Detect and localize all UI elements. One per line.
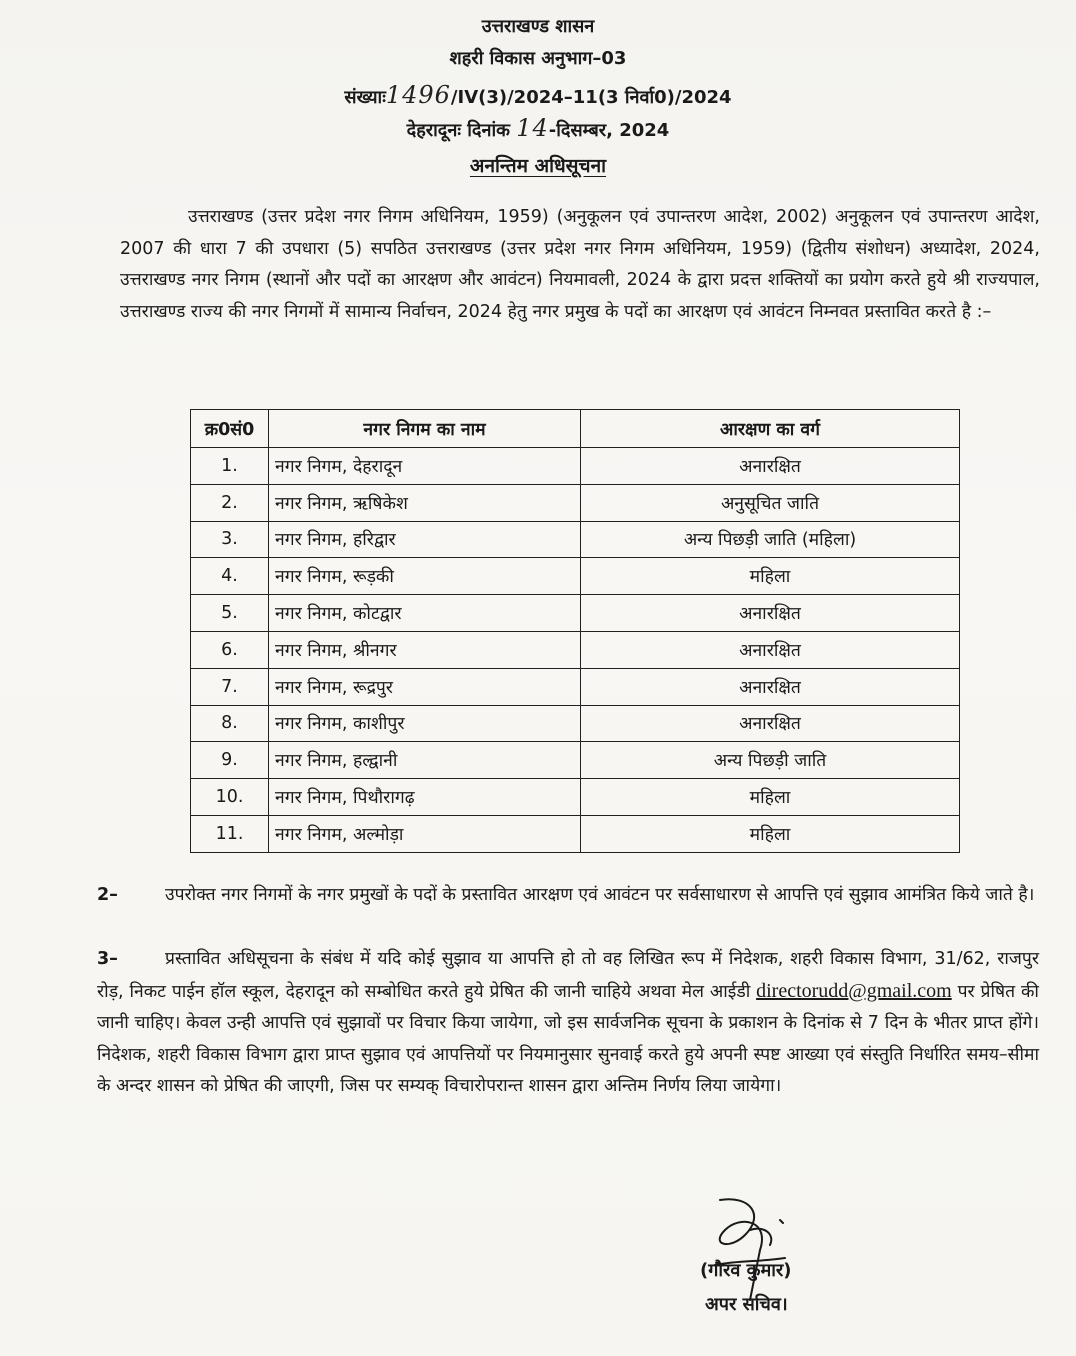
corporation-name-cell: नगर निगम, अल्मोड़ा (269, 815, 581, 852)
table-header-row (191, 410, 960, 448)
table-row (191, 742, 960, 779)
serial-cell: 9. (191, 742, 269, 779)
category-cell: अन्य पिछड़ी जाति (महिला) (581, 521, 960, 558)
serial-cell: 3. (191, 521, 269, 558)
corporation-name-cell: नगर निगम, श्रीनगर (269, 631, 581, 668)
category-cell: अनारक्षित (581, 705, 960, 742)
reference-number (0, 83, 1076, 107)
table-row (191, 558, 960, 595)
department-section: शहरी विकास अनुभाग–03 (449, 48, 627, 69)
document-title: अनन्तिम अधिसूचना (469, 155, 607, 177)
reference-prefix: संख्याः (344, 87, 386, 108)
category-cell: अनारक्षित (581, 668, 960, 705)
corporation-name-cell: नगर निगम, हरिद्वार (269, 521, 581, 558)
government-name: उत्तराखण्ड शासन (481, 16, 595, 37)
section-3-paragraph (97, 944, 1039, 1103)
serial-cell: 7. (191, 668, 269, 705)
category-cell: महिला (581, 815, 960, 852)
section-3-number: 3– (97, 949, 118, 969)
reference-suffix: /IV(3)/2024–11(3 निर्वा0)/2024 (450, 87, 732, 108)
table-row (191, 484, 960, 521)
category-cell: अनारक्षित (581, 631, 960, 668)
serial-cell: 10. (191, 779, 269, 816)
corporation-name-cell: नगर निगम, ऋषिकेश (269, 484, 581, 521)
date-prefix: देहरादूनः दिनांक (406, 120, 510, 141)
intro-paragraph: उत्तराखण्ड (उत्तर प्रदेश नगर निगम अधिनियम, 1959) (अनुकूलन एवं उपान्तरण आदेश, 2002) अनुकूलन एवं उपान्तरण आदेश, 2007 की धारा 7 की उपधारा (5) सपठित उत्तराखण्ड (उत्तर प्रदेश नगर निगम अधिनियम, 1959) (द्वितीय संशोधन) अध्यादेश, 2024, उत्तराखण्ड नगर निगम (स्थानों और पदों का आरक्षण और आवंटन) नियमावली, 2024 के द्वारा प्रदत्त शक्तियों का प्रयोग करते हुये श्री राज्यपाल, उत्तराखण्ड राज्य की नगर निगमों में सामान्य निर्वाचन, 2024 हेतु नगर प्रमुख के पदों का आरक्षण एवं आवंटन निम्नवत प्रस्तावित करते है :– (120, 207, 1040, 322)
table-row (191, 705, 960, 742)
table-row (191, 448, 960, 485)
category-cell: अनुसूचित जाति (581, 484, 960, 521)
corporation-name-cell: नगर निगम, हल्द्वानी (269, 742, 581, 779)
serial-cell: 4. (191, 558, 269, 595)
header-serial: क्र0सं0 (191, 410, 269, 448)
serial-cell: 1. (191, 448, 269, 485)
header-corporation-name: नगर निगम का नाम (269, 410, 581, 448)
table-row (191, 631, 960, 668)
category-cell: अनारक्षित (581, 448, 960, 485)
section-2-paragraph (97, 880, 1039, 912)
reference-handwritten-number: 1496 (385, 81, 451, 109)
section-2-number: 2– (97, 885, 118, 905)
corporation-name-cell: नगर निगम, कोटद्वार (269, 595, 581, 632)
section-3-text-before: प्रस्तावित अधिसूचना के संबंध में यदि कोई सुझाव या आपत्ति हो तो वह लिखित रूप में निदेशक, शहरी विकास विभाग, 31/62, राजपुर रोड़, निकट पाईन हॉल स्कूल, देहरादून को सम्बोधित करते हुये प्रेषित की जानी चाहिये अथवा मेल आईडी (97, 949, 1039, 1002)
table-row (191, 595, 960, 632)
reservation-table (190, 409, 960, 853)
serial-cell: 8. (191, 705, 269, 742)
date-handwritten-day: 14 (516, 114, 549, 142)
section-2-text: उपरोक्त नगर निगमों के नगर प्रमुखों के पदों के प्रस्तावित आरक्षण एवं आवंटन पर सर्वसाधारण से आपत्ति एवं सुझाव आमंत्रित किये जाते है। (165, 885, 1035, 905)
header-reservation-category: आरक्षण का वर्ग (581, 410, 960, 448)
signatory-name: (गौरव कुमार) (700, 1260, 792, 1281)
table-row (191, 668, 960, 705)
corporation-name-cell: नगर निगम, देहरादून (269, 448, 581, 485)
corporation-name-cell: नगर निगम, रूड़की (269, 558, 581, 595)
category-cell: अनारक्षित (581, 595, 960, 632)
corporation-name-cell: नगर निगम, पिथौरागढ़ (269, 779, 581, 816)
corporation-name-cell: नगर निगम, काशीपुर (269, 705, 581, 742)
section-3-text-after: पर प्रेषित की जानी चाहिए। केवल उन्ही आपत्ति एवं सुझावों पर विचार किया जायेगा, जो इस सार्वजनिक सूचना के प्रकाशन के दिनांक से 7 दिन के भीतर प्राप्त होंगे। निदेशक, शहरी विकास विभाग द्वारा प्राप्त सुझाव एवं आपत्तियों पर नियमानुसार सुनवाई करते हुये अपनी स्पष्ट आख्या एवं संस्तुति निर्धारित समय–सीमा के अन्दर शासन को प्रेषित की जाएगी, जिस पर सम्यक् विचारोपरान्त शासन द्वारा अन्तिम निर्णय लिया जायेगा। (97, 981, 1039, 1096)
issue-date (0, 116, 1076, 140)
serial-cell: 2. (191, 484, 269, 521)
signatory-designation: अपर सचिव। (705, 1294, 788, 1315)
serial-cell: 5. (191, 595, 269, 632)
table-row (191, 779, 960, 816)
table-row (191, 815, 960, 852)
date-suffix: -दिसम्बर, 2024 (548, 120, 670, 141)
category-cell: महिला (581, 779, 960, 816)
corporation-name-cell: नगर निगम, रूद्रपुर (269, 668, 581, 705)
email-link[interactable]: directorudd@gmail.com (756, 979, 952, 1002)
serial-cell: 6. (191, 631, 269, 668)
serial-cell: 11. (191, 815, 269, 852)
category-cell: अन्य पिछड़ी जाति (581, 742, 960, 779)
table-row (191, 521, 960, 558)
category-cell: महिला (581, 558, 960, 595)
